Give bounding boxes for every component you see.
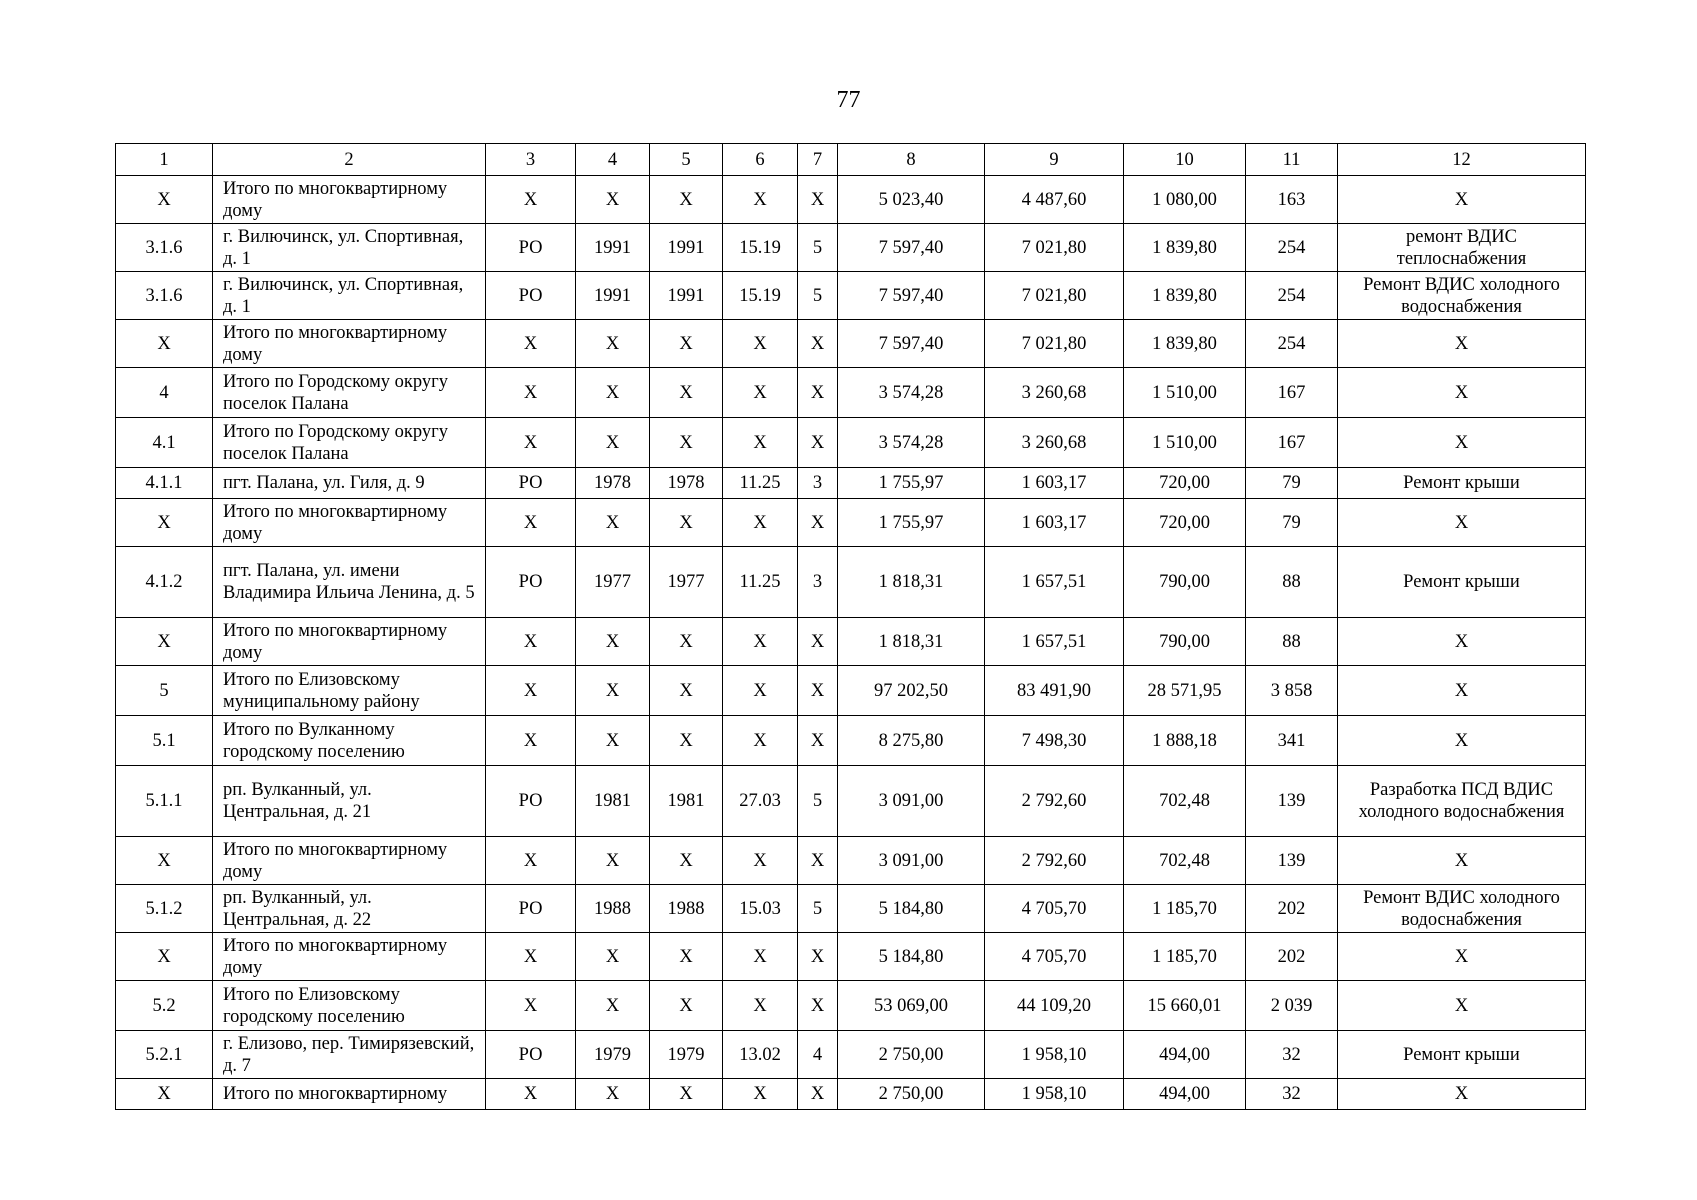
cell-living-area: 1 603,17 [985,499,1124,547]
cell-work-type: Разработка ПСД ВДИС холодного водоснабжения [1338,766,1586,837]
cell-row-number: X [116,837,213,885]
cell-work-type: X [1338,418,1586,468]
table-row [116,1079,1586,1110]
cell-residents: 254 [1246,224,1338,272]
cell-nonliving-area: 1 839,80 [1124,272,1246,320]
cell-address: Итого по Городскому округу поселок Палана [213,418,486,468]
cell-work-type: Ремонт крыши [1338,547,1586,618]
cell-nonliving-area: 720,00 [1124,468,1246,499]
cell-row-number: 3.1.6 [116,272,213,320]
cell-work-type: X [1338,1079,1586,1110]
cell-wall-material: X [723,933,798,981]
cell-address: г. Вилючинск, ул. Спортивная, д. 1 [213,272,486,320]
cell-residents: 139 [1246,766,1338,837]
cell-owner-type: X [486,418,576,468]
cell-nonliving-area: 702,48 [1124,766,1246,837]
cell-living-area: 7 021,80 [985,272,1124,320]
cell-year-commissioned: 1979 [650,1031,723,1079]
cell-owner-type: РО [486,885,576,933]
cell-total-area: 5 184,80 [838,933,985,981]
cell-year-built: X [576,618,650,666]
cell-wall-material: X [723,1079,798,1110]
cell-year-built: 1977 [576,547,650,618]
cell-row-number: 3.1.6 [116,224,213,272]
cell-address: Итого по многоквартирному дому [213,499,486,547]
cell-nonliving-area: 1 080,00 [1124,176,1246,224]
cell-work-type: X [1338,176,1586,224]
cell-total-area: 5 184,80 [838,885,985,933]
cell-total-area: 1 755,97 [838,468,985,499]
cell-floors: X [798,418,838,468]
cell-floors: 5 [798,766,838,837]
cell-work-type: ремонт ВДИС теплоснабжения [1338,224,1586,272]
cell-residents: 163 [1246,176,1338,224]
cell-row-number: 4.1.1 [116,468,213,499]
cell-nonliving-area: 15 660,01 [1124,981,1246,1031]
cell-nonliving-area: 1 839,80 [1124,224,1246,272]
cell-work-type: Ремонт ВДИС холодного водоснабжения [1338,272,1586,320]
table-row [116,716,1586,766]
cell-residents: 341 [1246,716,1338,766]
cell-residents: 32 [1246,1031,1338,1079]
cell-residents: 79 [1246,468,1338,499]
cell-residents: 202 [1246,885,1338,933]
cell-year-commissioned: 1977 [650,547,723,618]
column-header: 5 [650,144,723,176]
cell-residents: 32 [1246,1079,1338,1110]
cell-owner-type: X [486,837,576,885]
cell-address: Итого по многоквартирному [213,1079,486,1110]
cell-owner-type: X [486,320,576,368]
cell-row-number: 4.1 [116,418,213,468]
cell-nonliving-area: 1 185,70 [1124,933,1246,981]
cell-living-area: 2 792,60 [985,766,1124,837]
cell-row-number: 5.1.1 [116,766,213,837]
cell-floors: 3 [798,547,838,618]
cell-year-commissioned: X [650,499,723,547]
table-row [116,272,1586,320]
cell-work-type: X [1338,368,1586,418]
cell-address: рп. Вулканный, ул. Центральная, д. 21 [213,766,486,837]
cell-year-commissioned: X [650,418,723,468]
cell-nonliving-area: 790,00 [1124,618,1246,666]
cell-owner-type: X [486,716,576,766]
cell-wall-material: 15.19 [723,272,798,320]
cell-floors: 5 [798,885,838,933]
column-header: 12 [1338,144,1586,176]
cell-year-built: 1981 [576,766,650,837]
cell-year-commissioned: X [650,618,723,666]
cell-work-type: Ремонт крыши [1338,1031,1586,1079]
column-header: 7 [798,144,838,176]
cell-floors: X [798,666,838,716]
cell-total-area: 3 091,00 [838,837,985,885]
table-row [116,418,1586,468]
cell-wall-material: X [723,368,798,418]
cell-row-number: 4 [116,368,213,418]
column-header: 3 [486,144,576,176]
cell-floors: X [798,320,838,368]
cell-living-area: 1 657,51 [985,618,1124,666]
cell-owner-type: X [486,981,576,1031]
cell-address: Итого по многоквартирному дому [213,618,486,666]
cell-floors: X [798,933,838,981]
cell-living-area: 1 958,10 [985,1031,1124,1079]
cell-floors: 4 [798,1031,838,1079]
cell-living-area: 1 603,17 [985,468,1124,499]
cell-living-area: 7 498,30 [985,716,1124,766]
cell-nonliving-area: 720,00 [1124,499,1246,547]
table-row [116,981,1586,1031]
cell-total-area: 7 597,40 [838,320,985,368]
cell-living-area: 83 491,90 [985,666,1124,716]
cell-living-area: 7 021,80 [985,320,1124,368]
table-row [116,468,1586,499]
cell-owner-type: X [486,933,576,981]
cell-living-area: 4 705,70 [985,885,1124,933]
cell-row-number: 5.2 [116,981,213,1031]
cell-wall-material: 13.02 [723,1031,798,1079]
cell-year-commissioned: X [650,368,723,418]
cell-year-commissioned: X [650,320,723,368]
table-row [116,885,1586,933]
cell-residents: 88 [1246,547,1338,618]
cell-address: Итого по многоквартирному дому [213,320,486,368]
cell-living-area: 3 260,68 [985,368,1124,418]
cell-nonliving-area: 1 510,00 [1124,368,1246,418]
cell-total-area: 53 069,00 [838,981,985,1031]
cell-address: Итого по Елизовскому муниципальному району [213,666,486,716]
cell-year-built: 1988 [576,885,650,933]
cell-total-area: 8 275,80 [838,716,985,766]
table-row [116,368,1586,418]
cell-row-number: 4.1.2 [116,547,213,618]
cell-year-commissioned: 1978 [650,468,723,499]
cell-residents: 3 858 [1246,666,1338,716]
table-row [116,618,1586,666]
column-header: 2 [213,144,486,176]
table-row [116,320,1586,368]
cell-floors: X [798,618,838,666]
cell-year-commissioned: 1991 [650,272,723,320]
cell-total-area: 3 574,28 [838,418,985,468]
table-row [116,933,1586,981]
cell-year-built: X [576,981,650,1031]
cell-year-commissioned: X [650,933,723,981]
cell-year-commissioned: X [650,981,723,1031]
cell-year-commissioned: X [650,1079,723,1110]
cell-work-type: X [1338,837,1586,885]
column-header: 11 [1246,144,1338,176]
cell-owner-type: X [486,1079,576,1110]
cell-work-type: Ремонт крыши [1338,468,1586,499]
cell-year-built: X [576,320,650,368]
cell-residents: 202 [1246,933,1338,981]
cell-wall-material: X [723,320,798,368]
cell-address: пгт. Палана, ул. имени Владимира Ильича Ленина, д. 5 [213,547,486,618]
column-header: 8 [838,144,985,176]
cell-row-number: X [116,499,213,547]
cell-row-number: X [116,176,213,224]
cell-total-area: 5 023,40 [838,176,985,224]
cell-year-commissioned: X [650,716,723,766]
cell-total-area: 7 597,40 [838,224,985,272]
cell-total-area: 2 750,00 [838,1031,985,1079]
cell-owner-type: РО [486,766,576,837]
cell-floors: 5 [798,224,838,272]
cell-address: Итого по Городскому округу поселок Палана [213,368,486,418]
cell-owner-type: РО [486,272,576,320]
cell-total-area: 1 818,31 [838,547,985,618]
cell-owner-type: X [486,618,576,666]
cell-wall-material: X [723,499,798,547]
cell-work-type: X [1338,933,1586,981]
cell-year-built: 1978 [576,468,650,499]
cell-floors: X [798,499,838,547]
cell-wall-material: X [723,418,798,468]
cell-total-area: 7 597,40 [838,272,985,320]
cell-address: пгт. Палана, ул. Гиля, д. 9 [213,468,486,499]
cell-work-type: Ремонт ВДИС холодного водоснабжения [1338,885,1586,933]
table-row [116,837,1586,885]
cell-floors: X [798,368,838,418]
cell-wall-material: X [723,981,798,1031]
cell-residents: 167 [1246,418,1338,468]
cell-address: Итого по Елизовскому городскому поселению [213,981,486,1031]
cell-living-area: 4 705,70 [985,933,1124,981]
cell-residents: 79 [1246,499,1338,547]
table-row [116,499,1586,547]
cell-year-built: X [576,837,650,885]
cell-floors: 5 [798,272,838,320]
cell-address: рп. Вулканный, ул. Центральная, д. 22 [213,885,486,933]
cell-year-commissioned: X [650,837,723,885]
cell-work-type: X [1338,618,1586,666]
cell-nonliving-area: 702,48 [1124,837,1246,885]
cell-living-area: 2 792,60 [985,837,1124,885]
cell-row-number: 5.1 [116,716,213,766]
cell-nonliving-area: 1 839,80 [1124,320,1246,368]
cell-address: г. Вилючинск, ул. Спортивная, д. 1 [213,224,486,272]
cell-address: Итого по Вулканному городскому поселению [213,716,486,766]
cell-residents: 139 [1246,837,1338,885]
cell-row-number: X [116,320,213,368]
cell-year-built: X [576,418,650,468]
cell-year-built: 1991 [576,224,650,272]
cell-year-commissioned: 1988 [650,885,723,933]
cell-nonliving-area: 790,00 [1124,547,1246,618]
cell-address: Итого по многоквартирному дому [213,176,486,224]
cell-living-area: 44 109,20 [985,981,1124,1031]
cell-year-commissioned: 1991 [650,224,723,272]
cell-living-area: 3 260,68 [985,418,1124,468]
capital-repair-table [115,143,1586,1110]
cell-work-type: X [1338,499,1586,547]
column-header: 6 [723,144,798,176]
cell-wall-material: X [723,666,798,716]
cell-owner-type: X [486,666,576,716]
cell-living-area: 7 021,80 [985,224,1124,272]
cell-year-built: X [576,499,650,547]
cell-floors: X [798,981,838,1031]
cell-year-built: X [576,716,650,766]
cell-year-commissioned: 1981 [650,766,723,837]
cell-residents: 2 039 [1246,981,1338,1031]
cell-owner-type: X [486,499,576,547]
cell-nonliving-area: 494,00 [1124,1079,1246,1110]
cell-floors: 3 [798,468,838,499]
cell-total-area: 1 818,31 [838,618,985,666]
cell-living-area: 1 657,51 [985,547,1124,618]
cell-living-area: 1 958,10 [985,1079,1124,1110]
cell-residents: 167 [1246,368,1338,418]
cell-wall-material: X [723,716,798,766]
cell-row-number: X [116,1079,213,1110]
cell-year-commissioned: X [650,666,723,716]
table-row [116,176,1586,224]
cell-wall-material: 15.19 [723,224,798,272]
cell-row-number: 5.1.2 [116,885,213,933]
column-header: 9 [985,144,1124,176]
cell-owner-type: РО [486,468,576,499]
cell-year-built: X [576,176,650,224]
cell-year-built: X [576,1079,650,1110]
cell-work-type: X [1338,320,1586,368]
cell-owner-type: РО [486,1031,576,1079]
cell-nonliving-area: 1 888,18 [1124,716,1246,766]
table-row [116,1031,1586,1079]
cell-work-type: X [1338,666,1586,716]
cell-wall-material: 27.03 [723,766,798,837]
cell-row-number: X [116,618,213,666]
cell-work-type: X [1338,981,1586,1031]
cell-year-built: X [576,933,650,981]
table-row [116,766,1586,837]
column-header-row [116,144,1586,176]
cell-total-area: 97 202,50 [838,666,985,716]
cell-work-type: X [1338,716,1586,766]
column-header: 1 [116,144,213,176]
cell-row-number: X [116,933,213,981]
table-row [116,224,1586,272]
cell-year-commissioned: X [650,176,723,224]
cell-nonliving-area: 28 571,95 [1124,666,1246,716]
cell-total-area: 3 574,28 [838,368,985,418]
cell-year-built: X [576,368,650,418]
cell-row-number: 5 [116,666,213,716]
cell-wall-material: X [723,618,798,666]
cell-total-area: 3 091,00 [838,766,985,837]
cell-address: Итого по многоквартирному дому [213,933,486,981]
cell-row-number: 5.2.1 [116,1031,213,1079]
cell-wall-material: X [723,176,798,224]
page-number: 77 [836,87,861,113]
cell-floors: X [798,716,838,766]
cell-floors: X [798,176,838,224]
table-row [116,547,1586,618]
cell-nonliving-area: 494,00 [1124,1031,1246,1079]
cell-wall-material: 11.25 [723,547,798,618]
cell-residents: 254 [1246,272,1338,320]
cell-owner-type: X [486,176,576,224]
cell-owner-type: РО [486,547,576,618]
cell-total-area: 2 750,00 [838,1079,985,1110]
cell-year-built: X [576,666,650,716]
cell-living-area: 4 487,60 [985,176,1124,224]
cell-year-built: 1979 [576,1031,650,1079]
cell-wall-material: 15.03 [723,885,798,933]
cell-year-built: 1991 [576,272,650,320]
column-header: 10 [1124,144,1246,176]
cell-residents: 88 [1246,618,1338,666]
cell-wall-material: X [723,837,798,885]
column-header: 4 [576,144,650,176]
cell-floors: X [798,1079,838,1110]
cell-nonliving-area: 1 185,70 [1124,885,1246,933]
cell-address: Итого по многоквартирному дому [213,837,486,885]
cell-wall-material: 11.25 [723,468,798,499]
cell-floors: X [798,837,838,885]
cell-nonliving-area: 1 510,00 [1124,418,1246,468]
cell-address: г. Елизово, пер. Тимирязевский, д. 7 [213,1031,486,1079]
cell-residents: 254 [1246,320,1338,368]
cell-owner-type: РО [486,224,576,272]
cell-total-area: 1 755,97 [838,499,985,547]
cell-owner-type: X [486,368,576,418]
table-row [116,666,1586,716]
